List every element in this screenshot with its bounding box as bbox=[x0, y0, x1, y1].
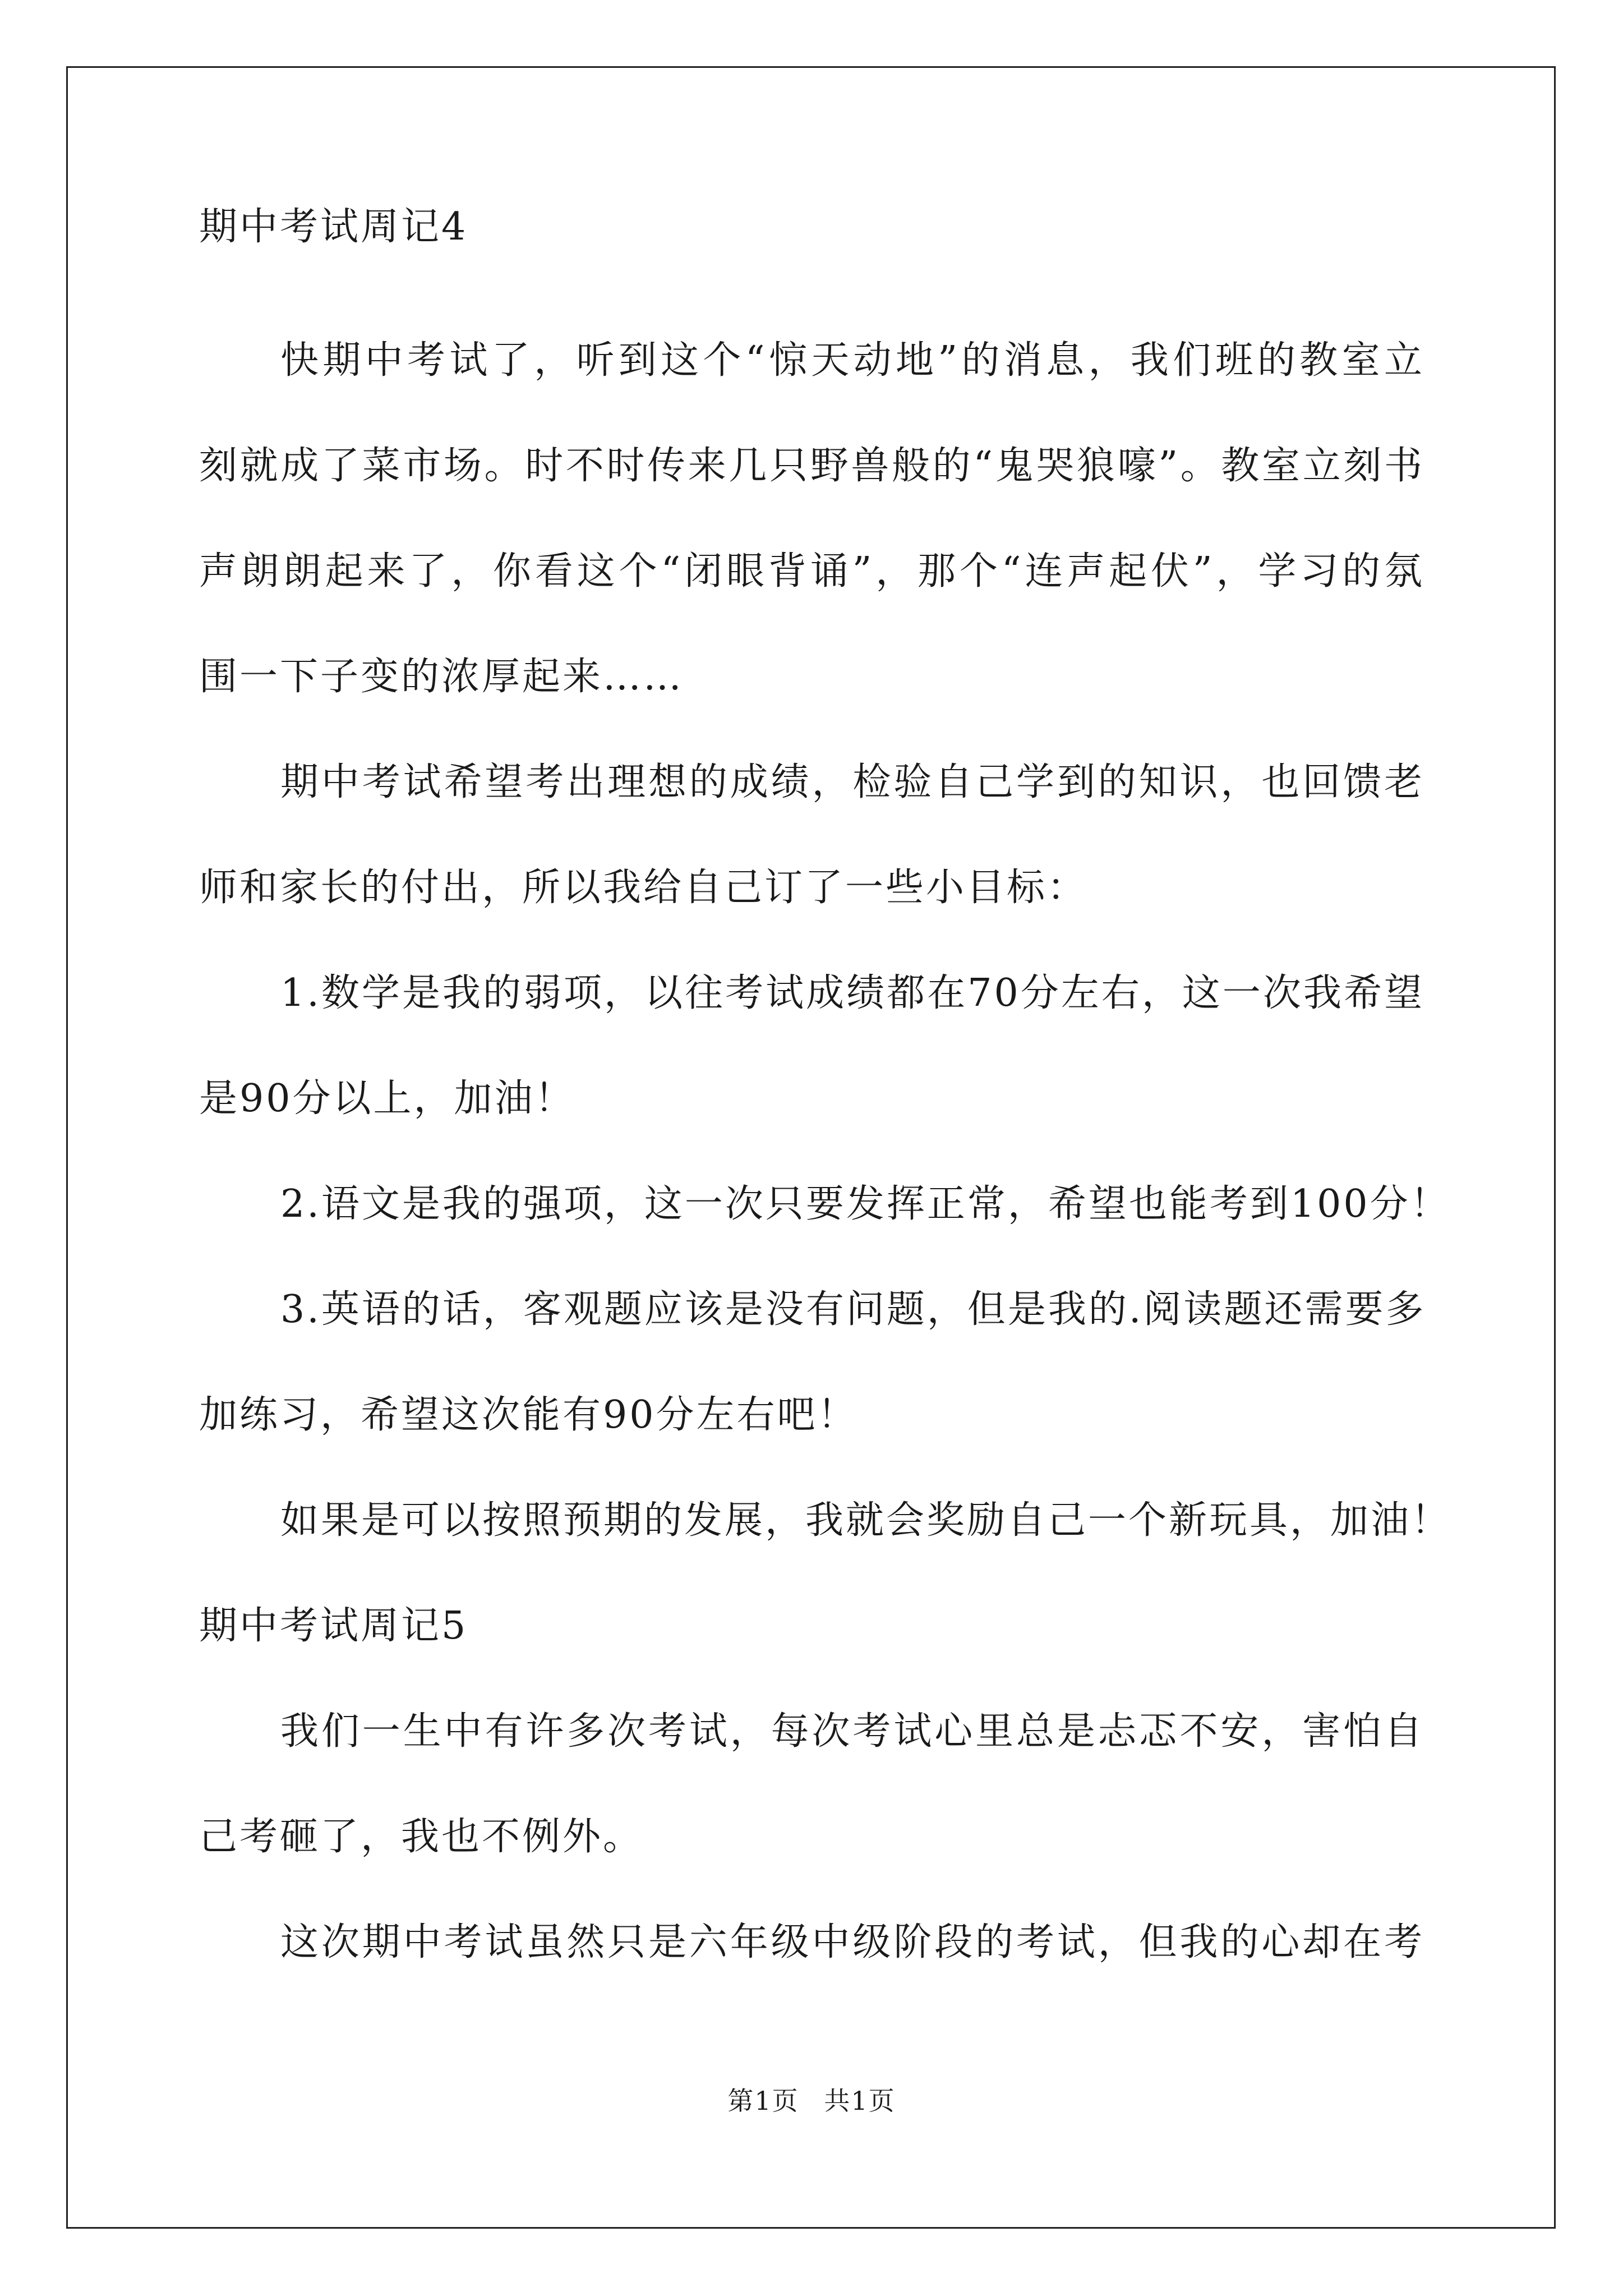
paragraph-line: 刻就成了菜市场。时不时传来几只野兽般的“鬼哭狼嚎”。教室立刻书 bbox=[199, 444, 1424, 488]
paragraph-line: 如果是可以按照预期的发展，我就会奖励自己一个新玩具，加油！ bbox=[280, 1498, 1452, 1543]
paragraph-line: 围一下子变的浓厚起来…… bbox=[199, 655, 684, 699]
paragraph-line: 1.数学是我的弱项，以往考试成绩都在70分左右，这一次我希望 bbox=[280, 971, 1424, 1015]
paragraph-line: 师和家长的付出，所以我给自己订了一些小目标： bbox=[199, 866, 1088, 910]
section-heading-4: 期中考试周记4 bbox=[199, 205, 468, 249]
paragraph-line: 声朗朗起来了，你看这个“闭眼背诵”，那个“连声起伏”，学习的氛 bbox=[199, 549, 1424, 593]
paragraph-line: 我们一生中有许多次考试，每次考试心里总是忐忑不安，害怕自 bbox=[280, 1709, 1424, 1754]
paragraph-line: 期中考试希望考出理想的成绩，检验自己学到的知识，也回馈老 bbox=[280, 760, 1424, 804]
paragraph-line: 快期中考试了，听到这个“惊天动地”的消息，我们班的教室立 bbox=[280, 338, 1424, 383]
paragraph-line: 3.英语的话，客观题应该是没有问题，但是我的.阅读题还需要多 bbox=[280, 1287, 1426, 1332]
section-heading-5: 期中考试周记5 bbox=[199, 1604, 468, 1648]
total-pages-label: 共1页 bbox=[824, 2086, 896, 2116]
page-border bbox=[66, 66, 1556, 2229]
current-page-label: 第1页 bbox=[727, 2086, 799, 2116]
paragraph-line: 己考砸了，我也不例外。 bbox=[199, 1815, 644, 1859]
page-footer bbox=[0, 2084, 1623, 2118]
paragraph-line: 2.语文是我的强项，这一次只要发挥正常，希望也能考到100分！ bbox=[280, 1182, 1451, 1226]
paragraph-line: 这次期中考试虽然只是六年级中级阶段的考试，但我的心却在考 bbox=[280, 1920, 1424, 1964]
paragraph-line: 加练习，希望这次能有90分左右吧！ bbox=[199, 1393, 858, 1437]
paragraph-line: 是90分以上，加油！ bbox=[199, 1076, 575, 1121]
